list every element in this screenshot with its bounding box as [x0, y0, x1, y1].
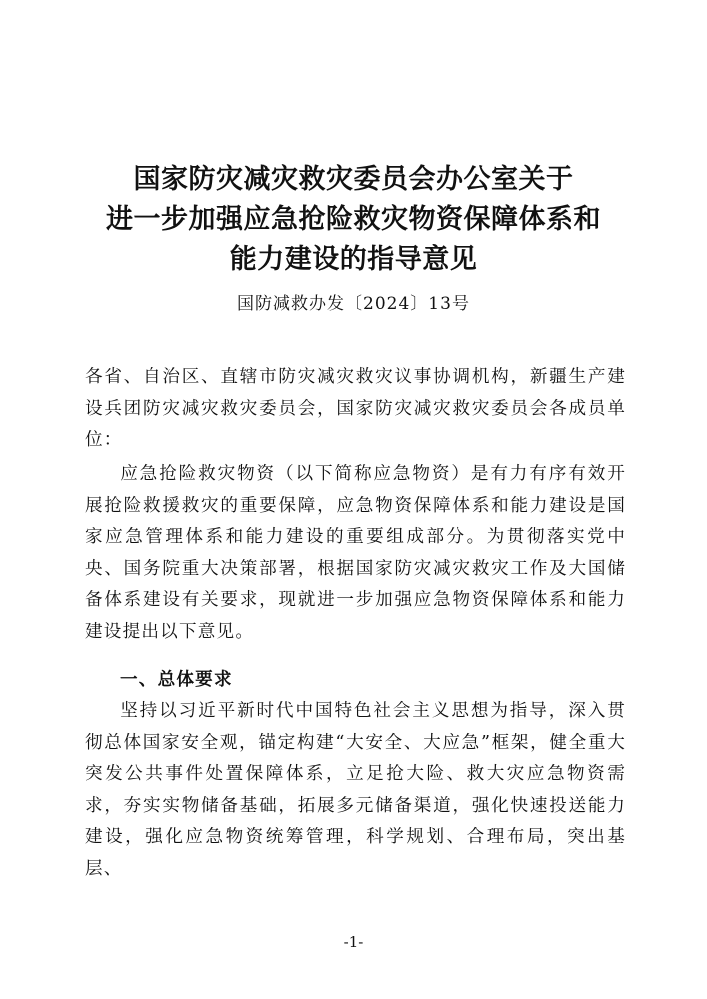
body-paragraph-1: 应急抢险救灾物资（以下简称应急物资）是有力有序有效开展抢险救援救灾的重要保障，应急物资保障体系和能力建设是国家应急管理体系和能力建设的重要组成部分。为贯彻落实党中央、国务院重大决策部署，根据国家防灾减灾救灾工作及大国储备体系建设有关要求，现就进一步加强应急物资保障体系和能力建设提出以下意见。 — [85, 464, 626, 642]
body-paragraph-2: 坚持以习近平新时代中国特色社会主义思想为指导，深入贯彻总体国家安全观，锚定构建“大安全、大应急”框架，健全重大突发公共事件处置保障体系，立足抢大险、救大灾应急物资需求，夯实实物储备基础，拓展多元储备渠道，强化快速投送能力建设，强化应急物资统筹管理，科学规划、合理布局，突出基层、 — [85, 701, 626, 879]
addressee-paragraph: 各省、自治区、直辖市防灾减灾救灾议事协调机构，新疆生产建设兵团防灾减灾救灾委员会，国家防灾减灾救灾委员会各成员单位： — [85, 367, 626, 451]
document-title-line-2: 进一步加强应急抢险救灾物资保障体系和 — [106, 204, 601, 235]
document-number: 国防减救办发〔2024〕13号 — [237, 294, 470, 314]
document-title-line-3: 能力建设的指导意见 — [229, 244, 478, 275]
document-title-line-1: 国家防灾减灾救灾委员会办公室关于 — [133, 164, 574, 195]
page-number: -1- — [343, 933, 364, 951]
section-heading-1: 一、总体要求 — [120, 670, 233, 690]
